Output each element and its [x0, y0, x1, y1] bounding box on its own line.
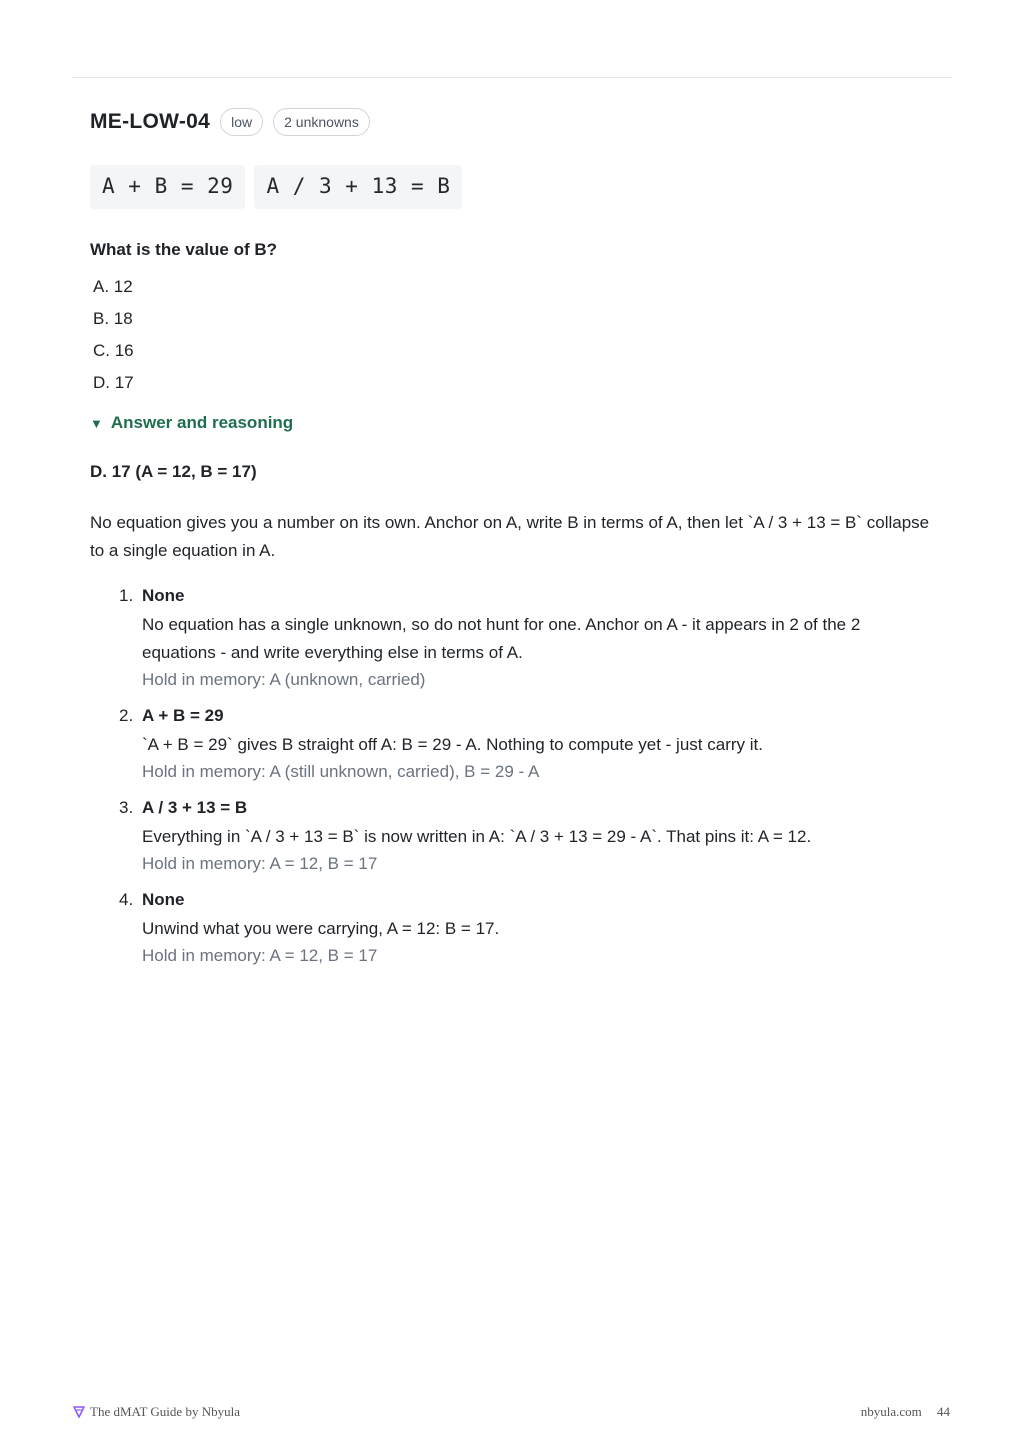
step-title: A / 3 + 13 = B	[142, 798, 248, 817]
step-body: `A + B = 29` gives B straight off A: B = 29 - A. Nothing to compute yet - just carry it.	[142, 735, 763, 754]
triangle-down-icon: ▼	[90, 415, 103, 431]
step-memory: Hold in memory: A (unknown, carried)	[142, 670, 426, 689]
step-number: 2.	[119, 706, 134, 725]
nbyula-logo-icon	[72, 1405, 86, 1419]
step-title: A + B = 29	[142, 706, 224, 725]
step-body: Unwind what you were carrying, A = 12: B = 17.	[142, 919, 500, 938]
option-c: C. 16	[93, 341, 134, 360]
page-number: 44	[937, 1404, 950, 1419]
top-divider	[72, 77, 952, 78]
answer-reasoning-toggle[interactable]	[90, 413, 293, 433]
step-memory: Hold in memory: A = 12, B = 17	[142, 946, 378, 965]
step-memory: Hold in memory: A (still unknown, carried), B = 29 - A	[142, 762, 540, 781]
step-item	[119, 797, 931, 875]
footer-meta	[861, 1404, 950, 1420]
unknowns-badge: 2 unknowns	[273, 108, 370, 136]
equation: A + B = 29	[90, 165, 245, 209]
reasoning-intro: No equation gives you a number on its own. Anchor on A, write B in terms of A, then let `A / 3 + 13 = B` collapse to a single equation in A.	[90, 513, 930, 560]
problem-id: ME-LOW-04	[90, 110, 211, 133]
answer-reasoning-label: Answer and reasoning	[110, 413, 294, 432]
answer-text: D. 17 (A = 12, B = 17)	[90, 462, 257, 481]
question-text: What is the value of B?	[90, 240, 278, 259]
step-title: None	[142, 890, 185, 909]
options-list	[93, 276, 134, 404]
step-title: None	[142, 586, 185, 605]
step-body: Everything in `A / 3 + 13 = B` is now written in A: `A / 3 + 13 = 29 - A`. That pins it: A = 12.	[142, 827, 812, 846]
option-a: A. 12	[93, 277, 133, 296]
option-d: D. 17	[93, 373, 134, 392]
option-b: B. 18	[93, 309, 133, 328]
difficulty-badge: low	[220, 108, 263, 136]
step-memory: Hold in memory: A = 12, B = 17	[142, 854, 378, 873]
footer-guide-title: The dMAT Guide by Nbyula	[90, 1404, 240, 1419]
equation: A / 3 + 13 = B	[254, 165, 462, 209]
step-number: 3.	[119, 798, 134, 817]
step-item	[119, 889, 931, 967]
step-body: No equation has a single unknown, so do not hunt for one. Anchor on A - it appears in 2 of the 2 equations - and write everything else in terms of A.	[142, 615, 861, 662]
footer-guide	[72, 1404, 240, 1420]
step-number: 4.	[119, 890, 134, 909]
footer-site: nbyula.com	[860, 1404, 922, 1419]
equation-list	[90, 165, 462, 209]
problem-header	[90, 108, 370, 136]
step-number: 1.	[119, 586, 134, 605]
reasoning-steps	[119, 585, 931, 967]
step-item	[119, 705, 931, 783]
step-item	[119, 585, 931, 691]
